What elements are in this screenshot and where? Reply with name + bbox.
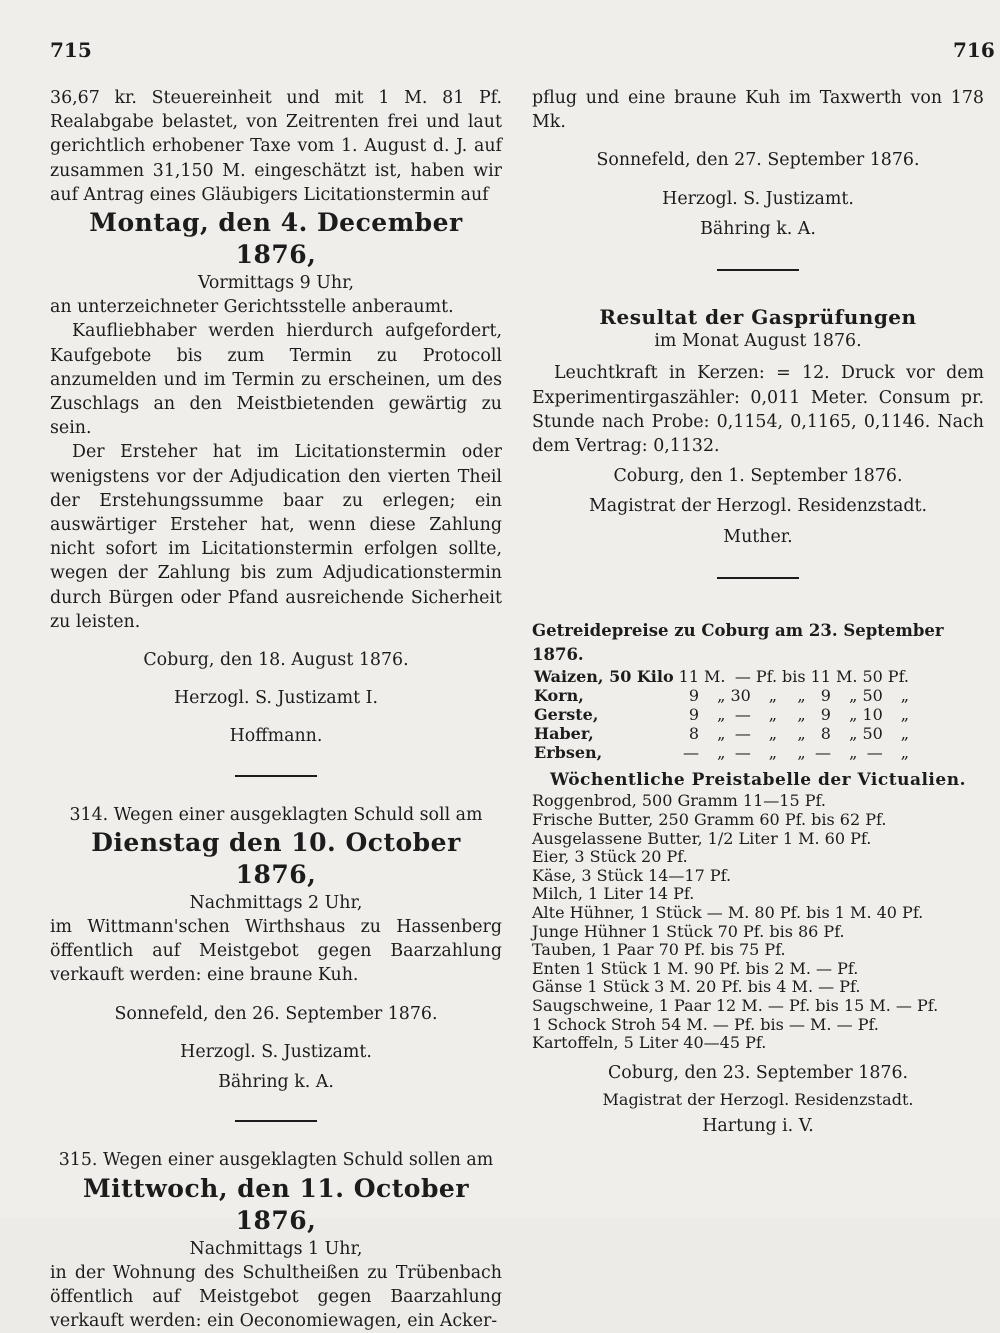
victual-item: Frische Butter, 250 Gramm 60 Pf. bis 62 Pf. <box>532 810 887 830</box>
grain-cell: Korn, <box>534 686 584 706</box>
victual-item: Kartoffeln, 5 Liter 40—45 Pf. <box>532 1033 767 1053</box>
grain-cell: Waizen, 50 Kilo <box>534 667 674 687</box>
grain-cell: „ <box>849 686 858 706</box>
notice-315-intro: 315. Wegen einer ausgeklagten Schuld sollen am <box>58 1150 494 1171</box>
victual-price-list <box>532 792 984 1052</box>
page-number-right: 716 <box>953 38 995 62</box>
notice-315-text: in der Wohnung des Schultheißen zu Trübenbach öffentlich auf Meistgebot gegen Baarzahlung verkauft werden: ein Oeconomiewagen, ein Acker- <box>50 1262 502 1332</box>
grain-cell: Pf. <box>887 667 909 687</box>
grain-cell: 30 <box>730 686 751 706</box>
grain-cell: „ <box>768 724 778 744</box>
divider-rule <box>717 577 799 579</box>
victual-item: Saugschweine, 1 Paar 12 M. — Pf. bis 15 M. — Pf. <box>532 995 939 1015</box>
grain-row <box>534 724 914 743</box>
grain-cell: „ <box>900 686 909 706</box>
grain-cell: Pf. <box>755 667 778 687</box>
grain-cell: 9 <box>820 705 831 725</box>
notice-314-date: Dienstag den 10. October 1876, <box>91 827 461 889</box>
victual-item: Roggenbrod, 500 Gramm 11—15 Pf. <box>532 791 826 811</box>
gas-title: Resultat der Gasprüfungen <box>599 305 917 330</box>
grain-cell: 11 <box>810 667 831 687</box>
grain-row <box>534 686 914 705</box>
victual-item: Junge Hühner 1 Stück 70 Pf. bis 86 Pf. <box>532 921 845 941</box>
grain-cell: „ <box>849 724 858 744</box>
place-date-3: Sonnefeld, den 27. September 1876. <box>596 150 920 171</box>
auction-date-1: Montag, den 4. December 1876, <box>89 208 463 270</box>
notice-314-text: im Wittmann'schen Wirthshaus zu Hassenberg öffentlich auf Meistgebot gegen Baarzahlung verkauft werden: eine braune Kuh. <box>50 917 502 986</box>
office-5: Magistrat der Herzogl. Residenzstadt. <box>602 1089 914 1109</box>
grain-cell: „ <box>849 705 858 725</box>
grain-price-table <box>534 667 914 762</box>
page-number-left: 715 <box>50 38 92 62</box>
grain-cell: „ <box>849 743 858 763</box>
auction-paragraph-3: Der Ersteher hat im Licitationstermin oder wenigstens vor der Adjudication den vierten Theil der Erstehungssumme baar zu erlegen; ein auswärtiger Ersteher hat, wenn diese Zahlung nicht sofort im Licitationstermin erfolgen sollte, wegen der Zahlung bis zum Adjudicationstermin durch Bürgen oder Pfand ausreichende Sicherheit zu leisten. <box>50 442 502 632</box>
grain-cell: Haber, <box>534 724 594 744</box>
grain-row <box>534 743 914 762</box>
grain-cell: 50 <box>862 686 883 706</box>
grain-cell: „ <box>797 705 806 725</box>
grain-cell: 50 <box>862 724 883 744</box>
divider-rule <box>235 1120 317 1122</box>
victual-item: Enten 1 Stück 1 M. 90 Pf. bis 2 M. — Pf. <box>532 958 859 978</box>
victual-item: Milch, 1 Liter 14 Pf. <box>532 884 695 904</box>
victual-item: Käse, 3 Stück 14—17 Pf. <box>532 865 732 885</box>
left-column <box>50 86 502 1333</box>
notice-315-time: Nachmittags 1 Uhr, <box>189 1238 363 1259</box>
grain-cell: „ <box>717 686 726 706</box>
grain-cell: „ <box>900 705 909 725</box>
grain-cell: M. <box>704 667 726 687</box>
auction-paragraph-2: Kaufliebhaber werden hierdurch aufgefordert, Kaufgebote bis zum Termin zu Protocoll anzumelden und im Termin zu erscheinen, um des Zuschlags an den Meistbietenden gewärtig zu sein. <box>50 321 502 439</box>
victual-item: Tauben, 1 Paar 70 Pf. bis 75 Pf. <box>532 940 786 960</box>
victual-item: Gänse 1 Stück 3 M. 20 Pf. bis 4 M. — Pf. <box>532 977 861 997</box>
signer-4: Muther. <box>723 526 793 547</box>
notice-314-intro: 314. Wegen einer ausgeklagten Schuld soll am <box>69 804 483 825</box>
grain-cell: „ <box>797 724 806 744</box>
grain-cell: „ <box>797 686 806 706</box>
notice-315-date: Mittwoch, den 11. October 1876, <box>82 1173 469 1235</box>
grain-row <box>534 667 914 686</box>
victual-item: Ausgelassene Butter, 1/2 Liter 1 M. 60 Pf. <box>532 828 872 848</box>
grain-cell: 10 <box>862 705 883 725</box>
grain-cell: „ <box>900 743 909 763</box>
grain-cell: „ <box>717 705 726 725</box>
grain-cell: „ <box>797 743 806 763</box>
grain-cell: — <box>734 705 751 725</box>
grain-cell: — <box>866 743 883 763</box>
auction-time-1: Vormittags 9 Uhr, <box>197 273 355 294</box>
auction-paragraph-1: 36,67 kr. Steuereinheit und mit 1 M. 81 Pf. Realabgabe belastet, von Zeitrenten frei und laut gerichtlich erhobener Taxe vom 1. August d. J. auf zusammen 31,150 M. eingeschätzt ist, haben wir auf Antrag eines Gläubigers Licitationstermin auf <box>50 88 502 205</box>
office-3: Herzogl. S. Justizamt. <box>662 188 854 209</box>
grain-cell: Gerste, <box>534 705 599 725</box>
right-column <box>532 86 984 1138</box>
grain-cell: 50 <box>862 667 883 687</box>
victual-price-title: Wöchentliche Preistabelle der Victualien. <box>550 770 966 791</box>
grain-cell: 8 <box>688 724 699 744</box>
grain-cell: 9 <box>820 686 831 706</box>
signer-5: Hartung i. V. <box>702 1115 814 1136</box>
notice-314-time: Nachmittags 2 Uhr, <box>189 892 363 913</box>
grain-cell: — <box>734 743 751 763</box>
gas-text: Leuchtkraft in Kerzen: = 12. Druck vor dem Experimentirgaszähler: 0,011 Meter. Consum pr. Stunde nach Probe: 0,1154, 0,1165, 0,1146. Nach dem Vertrag: 0,1132. <box>532 363 984 457</box>
grain-cell: „ <box>717 743 726 763</box>
signer-2: Bähring k. A. <box>218 1072 334 1093</box>
grain-cell: „ <box>717 724 726 744</box>
signer-3: Bähring k. A. <box>700 218 816 239</box>
office-4: Magistrat der Herzogl. Residenzstadt. <box>589 496 927 517</box>
grain-row <box>534 705 914 724</box>
grain-cell: 9 <box>688 686 699 706</box>
place-date-4: Coburg, den 1. September 1876. <box>613 466 903 487</box>
grain-cell: 9 <box>688 705 699 725</box>
grain-cell: — <box>814 743 831 763</box>
grain-cell: „ <box>768 743 778 763</box>
grain-cell: Erbsen, <box>534 743 603 763</box>
victual-item: 1 Schock Stroh 54 M. — Pf. bis — M. — Pf. <box>532 1014 879 1034</box>
grain-cell: M. <box>835 667 858 687</box>
grain-cell: bis <box>782 667 806 687</box>
office-1: Herzogl. S. Justizamt I. <box>173 688 379 709</box>
place-date-1: Coburg, den 18. August 1876. <box>143 650 409 671</box>
grain-cell: 11 <box>678 667 699 687</box>
auction-place-1: an unterzeichneter Gerichtsstelle anberaumt. <box>50 297 454 318</box>
gas-subtitle: im Monat August 1876. <box>654 331 862 352</box>
grain-price-title: Getreidepreise zu Coburg am 23. September 1876. <box>532 620 944 665</box>
grain-cell: — <box>683 743 699 763</box>
grain-cell: „ <box>900 724 909 744</box>
place-date-5: Coburg, den 23. September 1876. <box>607 1062 909 1083</box>
grain-cell: — <box>734 724 751 744</box>
place-date-2: Sonnefeld, den 26. September 1876. <box>114 1003 438 1024</box>
grain-cell: 8 <box>820 724 831 744</box>
victual-item: Eier, 3 Stück 20 Pf. <box>532 847 688 867</box>
divider-rule <box>235 775 317 777</box>
victual-item: Alte Hühner, 1 Stück — M. 80 Pf. bis 1 M. 40 Pf. <box>532 903 924 923</box>
notice-315-continuation: pflug und eine braune Kuh im Taxwerth von 178 Mk. <box>532 88 984 133</box>
grain-cell: — <box>734 667 751 687</box>
signer-1: Hoffmann. <box>229 726 323 747</box>
divider-rule <box>717 269 799 271</box>
grain-cell: „ <box>768 686 778 706</box>
office-2: Herzogl. S. Justizamt. <box>180 1041 372 1062</box>
grain-cell: „ <box>768 705 778 725</box>
